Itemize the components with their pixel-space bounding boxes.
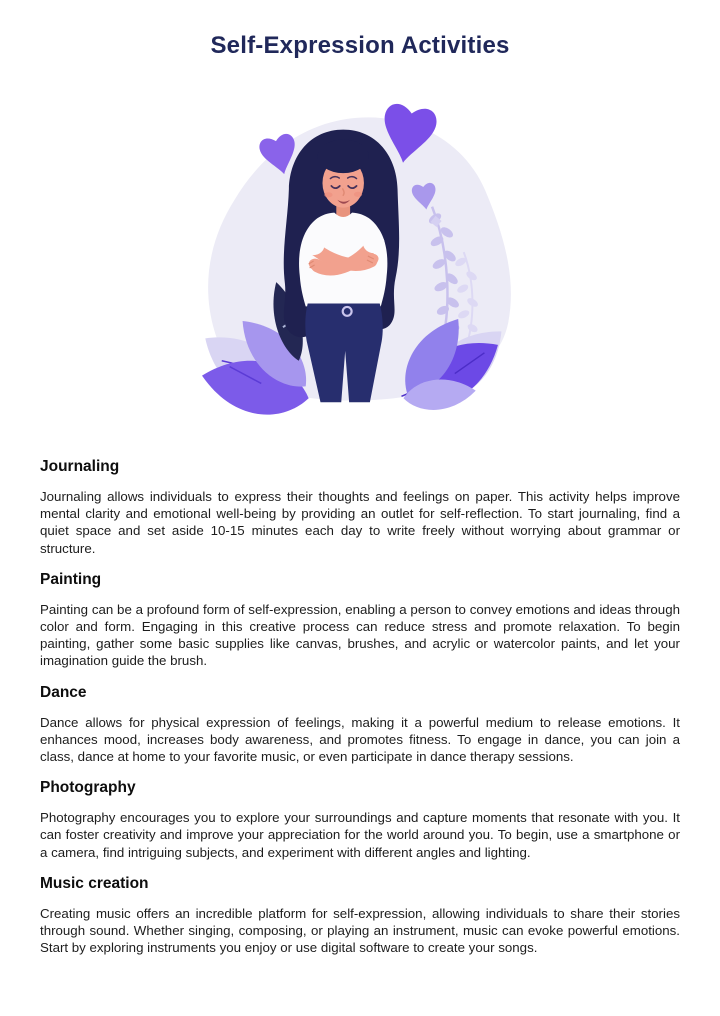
section-paragraph: Creating music offers an incredible platform for self-expression, allowing individuals to share their stories through sound. Whether singing, composing, or playing an instrument, music can evoke powerful emotions. Start by exploring instruments you enjoy or use digital software to create your songs. <box>40 905 680 956</box>
section-paragraph: Painting can be a profound form of self-expression, enabling a person to convey emotions and ideas through color and form. Engaging in this creative process can reduce stress and promote relaxation. To begin painting, gather some basic supplies like canvas, brushes, and acrylic or watercolor paints, and let your imagination guide the brush. <box>40 601 680 669</box>
sleeve-right <box>363 233 385 253</box>
sleeve-left <box>303 235 325 255</box>
section-heading: Photography <box>40 779 136 797</box>
illustration-container <box>0 102 720 418</box>
section-paragraph: Journaling allows individuals to express their thoughts and feelings on paper. This activity helps improve mental clarity and emotional well-being by providing an outlet for self-reflection. To start journaling, find a quiet space and set aside 10-15 minutes each day to write freely without worrying about grammar or structure. <box>40 489 680 556</box>
section-heading: Music creation <box>40 874 149 892</box>
section-photography <box>40 779 680 861</box>
section-music-creation <box>40 875 680 957</box>
section-paragraph: Photography encourages you to explore your surroundings and capture moments that resonate with you. It can foster creativity and improve your appreciation for the world around you. To begin, use a smartphone or a camera, find intriguing subjects, and experiment with different angles and lighting. <box>40 810 680 860</box>
section-paragraph: Dance allows for physical expression of feelings, making it a powerful medium to release emotions. It enhances mood, increases body awareness, and promotes fitness. To engage in dance, you can join a class, dance at home to your favorite music, or even participate in dance therapy sessions. <box>40 714 680 765</box>
hair-fringe <box>318 140 369 174</box>
article-body <box>0 458 720 956</box>
section-painting <box>40 571 680 670</box>
woman-hugging-herself-illustration <box>192 102 528 418</box>
section-heading: Painting <box>40 570 102 588</box>
section-heading: Dance <box>40 683 87 701</box>
page-title: Self-Expression Activities <box>210 32 510 59</box>
section-dance <box>40 684 680 766</box>
section-heading: Journaling <box>40 458 120 475</box>
section-journaling <box>40 458 680 557</box>
